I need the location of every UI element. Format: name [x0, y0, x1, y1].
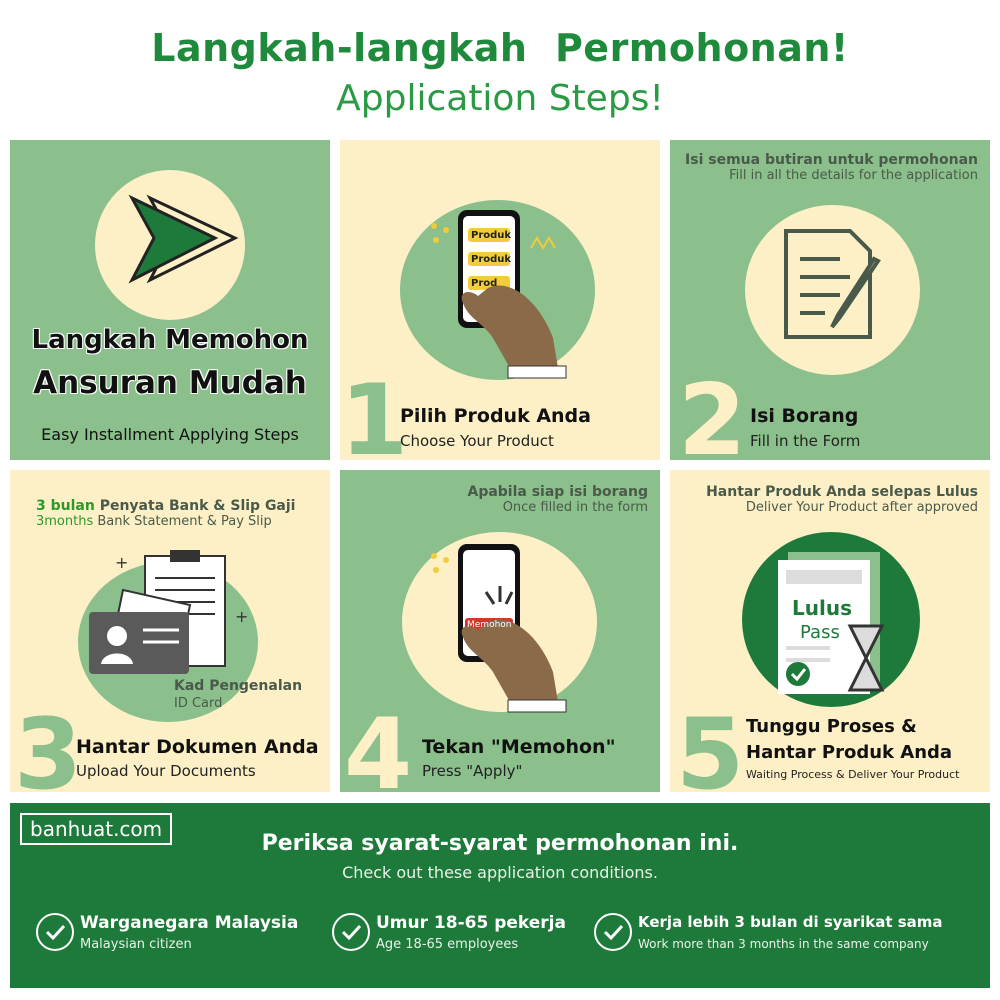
step-3-title: Hantar Dokumen Anda — [76, 736, 319, 758]
step-1-subtitle: Choose Your Product — [400, 432, 554, 450]
step-5-note-bold: Hantar Produk Anda selepas Lulus — [706, 484, 978, 500]
step-3-highlight: 3 bulan — [36, 498, 95, 514]
brand-logo[interactable]: banhuat.com — [20, 813, 172, 845]
step-4-note-bold: Apabila siap isi borang — [467, 484, 648, 500]
phone-label-1: Produk — [471, 230, 512, 241]
step-2-note-bold: Isi semua butiran untuk permohonan — [685, 152, 978, 168]
phone-label-3: Prod — [471, 278, 498, 289]
step-5-card — [670, 470, 990, 792]
phone-tap-icon — [448, 542, 598, 727]
conditions-footer — [10, 803, 990, 988]
check-circle-icon — [594, 913, 632, 951]
step-3-subtitle: Upload Your Documents — [76, 762, 256, 780]
step-4-subtitle: Press "Apply" — [422, 762, 523, 780]
check-circle-icon — [36, 913, 74, 951]
svg-text:+: + — [235, 607, 249, 626]
condition-title: Warganegara Malaysia — [80, 913, 299, 933]
condition-subtitle: Malaysian citizen — [80, 937, 192, 952]
intro-line-3: Easy Installment Applying Steps — [41, 425, 299, 444]
intro-line-1: Langkah Memohon — [31, 325, 309, 355]
step-3-highlight-2: 3months — [36, 514, 94, 529]
apply-button-label: Memohon — [467, 620, 512, 630]
intro-card — [10, 140, 330, 460]
step-2-note — [685, 152, 978, 183]
intro-line-2: Ansuran Mudah — [33, 365, 307, 401]
svg-text:+: + — [115, 553, 129, 572]
zigzag-icon — [530, 236, 560, 250]
sparkle-icon — [428, 550, 458, 580]
step-3-note-text: Bank Statement & Pay Slip — [93, 514, 272, 529]
step-4-note — [467, 484, 648, 515]
step-2-number: 2 — [678, 364, 747, 460]
page-subtitle: Application Steps! — [336, 78, 664, 119]
play-arrow-icon — [120, 190, 240, 290]
form-document-icon — [780, 225, 890, 345]
footer-title: Periksa syarat-syarat permohonan ini. — [261, 831, 739, 856]
step-3-number: 3 — [14, 698, 83, 792]
step-5-title-line-1: Tunggu Proses & — [746, 716, 917, 737]
footer-subtitle: Check out these application conditions. — [342, 863, 658, 882]
check-circle-icon — [332, 913, 370, 951]
step-1-card — [340, 140, 660, 460]
condition-title: Kerja lebih 3 bulan di syarikat sama — [638, 913, 943, 931]
step-4-number: 4 — [344, 698, 413, 792]
step-2-title: Isi Borang — [750, 405, 859, 427]
condition-subtitle: Age 18-65 employees — [376, 937, 519, 952]
step-5-note — [706, 484, 978, 515]
step-4-title: Tekan "Memohon" — [422, 736, 616, 758]
page-title: Langkah-langkah Permohonan! — [151, 26, 849, 70]
condition-subtitle: Work more than 3 months in the same company — [638, 937, 929, 951]
step-5-number: 5 — [676, 698, 745, 792]
condition-title: Umur 18-65 pekerja — [376, 913, 566, 933]
phone-label-2: Produk — [471, 254, 512, 265]
step-1-number: 1 — [340, 364, 409, 460]
id-card-label: Kad Pengenalan — [174, 678, 303, 694]
approved-title: Lulus — [792, 596, 852, 620]
step-2-subtitle: Fill in the Form — [750, 432, 861, 450]
step-4-card — [340, 470, 660, 792]
approved-subtitle: Pass — [800, 622, 840, 643]
sparkle-icon — [428, 220, 458, 250]
step-5-subtitle: Waiting Process & Deliver Your Product — [746, 768, 960, 781]
step-3-note-bold: Penyata Bank & Slip Gaji — [94, 498, 296, 514]
step-1-title: Pilih Produk Anda — [400, 405, 591, 427]
step-3-note — [36, 498, 295, 529]
step-5-note-text: Deliver Your Product after approved — [745, 500, 978, 515]
step-5-title-line-2: Hantar Produk Anda — [746, 742, 953, 763]
step-3-card — [10, 470, 330, 792]
documents-icon — [85, 550, 265, 690]
id-card-label-en: ID Card — [174, 696, 223, 711]
step-2-card — [670, 140, 990, 460]
step-4-note-text: Once filled in the form — [502, 500, 648, 515]
step-2-note-text: Fill in all the details for the application — [729, 168, 978, 183]
